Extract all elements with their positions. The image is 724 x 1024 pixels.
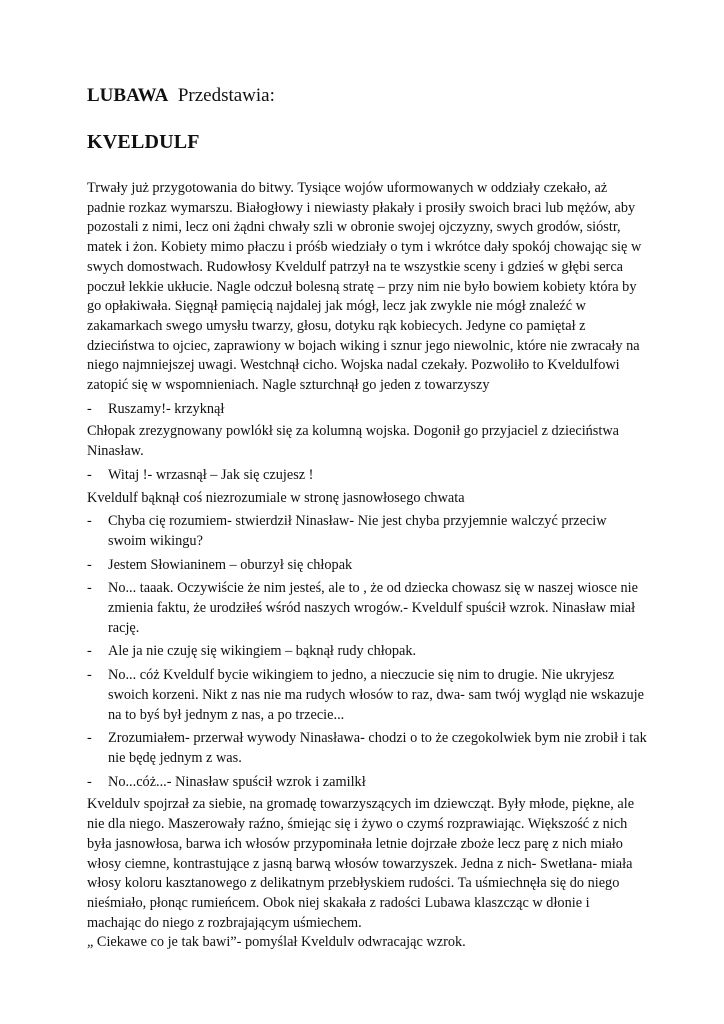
dialogue-text: Ruszamy!- krzyknął xyxy=(108,400,225,417)
dialogue-text: Ale ja nie czuję się wikingiem – bąknął rudy chłopak. xyxy=(108,643,417,660)
presenter-name: LUBAWA xyxy=(87,85,169,106)
dash-marker: - xyxy=(87,730,92,747)
paragraph-5: „ Ciekawe co je tak bawi”- pomyślał Kveldulv odwracając wzrok. xyxy=(87,934,466,951)
dash-marker: - xyxy=(87,773,92,790)
paragraph-1: Trwały już przygotowania do bitwy. Tysiące wojów uformowanych w oddziały czekało, aż padnie rozkaz wymarszu. Białogłowy i niewiasty płakały i prosiły swoich braci lub mężów, aby pozostali z nimi, lecz oni żądni chwały szli w obronie swojej ojczyzny, swych grodów, sióstr, matek i żon. Kobiety mimo płaczu i próśb wiedziały o tym i wkrótce dały spokój chowając się w swych domostwach. Rudowłosy Kveldulf patrzył na te wszystkie sceny i gdzieś w głębi serca poczuł lekkie ukłucie. Nagle odczuł bolesną stratę – przy nim nie było bowiem kobiety która by go opłakiwała. Sięgnął pamięcią najdalej jak mógł, lecz jak zwykle nie mógł znaleźć w zakamarkach swego umysłu twarzy, głosu, dotyku rąk kobiecych. Jedyne co pamiętał z dzieciństwa to ojciec, zaprawiony w bojach wiking i sznur jego niewolnic, które nie zwracały na niego najmniejszej uwagi. Westchnął cicho. Wojska nadal czekały. Pozwoliło to Kveldulfowi zatopić się w wspomnieniach. Nagle szturchnął go jeden z towarzyszy xyxy=(87,180,642,394)
dialogue-text: Jestem Słowianinem – oburzył się chłopak xyxy=(108,556,353,573)
dialogue-text: Zrozumiałem- przerwał wywody Ninasława- chodzi o to że czegokolwiek bym nie zrobił i tak nie będę jednym z was. xyxy=(108,730,647,766)
dialogue-text: Witaj !- wrzasnął – Jak się czujesz ! xyxy=(108,466,314,483)
dialogue-line-7 xyxy=(87,666,647,725)
dialogue-line-9 xyxy=(87,773,647,793)
presenter-line xyxy=(87,84,647,108)
dialogue-text: Chyba cię rozumiem- stwierdził Ninasław- Nie jest chyba przyjemnie walczyć przeciw swoim wikingu? xyxy=(108,513,607,549)
dash-marker: - xyxy=(87,667,92,684)
dash-marker: - xyxy=(87,643,92,660)
document-page xyxy=(87,84,647,953)
dash-marker: - xyxy=(87,513,92,530)
dash-marker: - xyxy=(87,400,92,417)
dialogue-line-4 xyxy=(87,556,647,576)
dash-marker: - xyxy=(87,466,92,483)
presents-label: Przedstawia: xyxy=(177,85,275,106)
dialogue-line-6 xyxy=(87,642,647,662)
dash-marker: - xyxy=(87,556,92,573)
dialogue-text: No... taaak. Oczywiście że nim jesteś, ale to , że od dziecka chowasz się w naszej wiosce nie zmienia faktu, że urodziłeś wśród naszych wrogów.- Kveldulf spuścił wzrok. Ninasław miał rację. xyxy=(108,580,638,636)
dialogue-text: No... cóż Kveldulf bycie wikingiem to jedno, a nieczucie się nim to drugie. Nie ukryjesz swoich korzeni. Nikt z nas nie ma rudych włosów to raz, dwa- sam twój wygląd nie wskazuje na to byś był jednym z nas, a po trzecie... xyxy=(108,667,644,723)
story-body xyxy=(87,179,647,953)
dialogue-text: No...cóż...- Ninasław spuścił wzrok i zamilkł xyxy=(108,773,366,790)
story-title: KVELDULF xyxy=(87,131,200,153)
dialogue-line-8 xyxy=(87,729,647,768)
dialogue-line-3 xyxy=(87,512,647,551)
dash-marker: - xyxy=(87,580,92,597)
paragraph-4: Kveldulv spojrzał za siebie, na gromadę towarzyszących im dziewcząt. Były młode, piękne, ale nie dla niego. Maszerowały raźno, śmiejąc się i żywo o czymś rozprawiając. Większość z nich była jasnowłosa, barwa ich włosów przypominała letnie dojrzałe zboże lecz parę z nich miało włosy ciemne, kontrastujące z jasną barwą włosów towarzyszek. Jedna z nich- Swetłana- miała włosy koloru kasztanowego z delikatnym przebłyskiem rudości. Ta uśmiechnęła się do niego nieśmiało, płonąc rumieńcem. Obok niej skakała z radości Lubawa klaszcząc w dłonie i machając do niego z rozbrajającym uśmiechem. xyxy=(87,796,635,931)
dialogue-line-5 xyxy=(87,579,647,638)
paragraph-2: Chłopak zrezygnowany powlókł się za kolumną wojska. Dogonił go przyjaciel z dzieciństwa Ninasław. xyxy=(87,423,620,460)
dialogue-line-1 xyxy=(87,400,647,420)
paragraph-3: Kveldulf bąknął coś niezrozumiale w stronę jasnowłosego chwata xyxy=(87,489,465,506)
dialogue-line-2 xyxy=(87,466,647,486)
